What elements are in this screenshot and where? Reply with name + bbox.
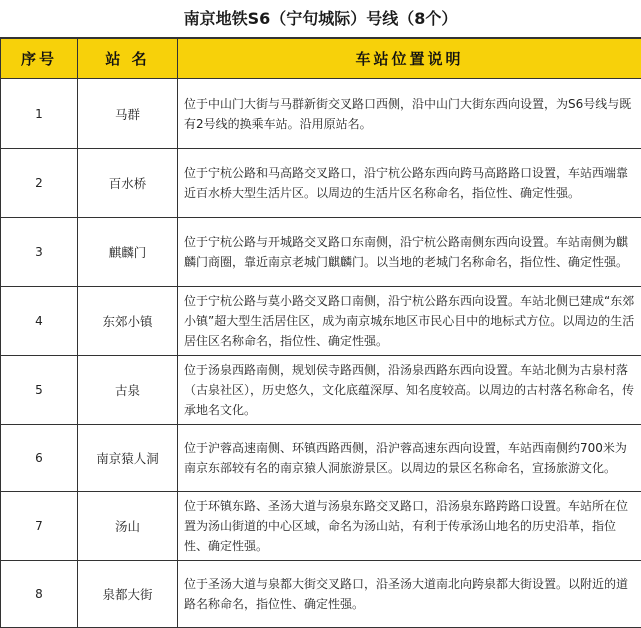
station-desc: 位于汤泉西路南侧，规划侯寺路西侧，沿汤泉西路东西向设置。车站北侧为古泉村落（古泉社区），历史悠久，文化底蕴深厚、知名度较高。以周边的古村落名称命名，传承地名文化。: [178, 356, 641, 425]
station-name: 古泉: [78, 356, 178, 425]
table-row: [1, 561, 641, 628]
station-name: 泉都大街: [78, 561, 178, 628]
row-index: 5: [1, 356, 78, 425]
station-desc: 位于环镇东路、圣汤大道与汤泉东路交叉路口，沿汤泉东路跨路口设置。车站所在位置为汤山街道的中心区域，命名为汤山站，有利于传承汤山地名的历史沿革，指位性、确定性强。: [178, 492, 641, 561]
station-desc: 位于沪蓉高速南侧、环镇西路西侧，沿沪蓉高速东西向设置，车站西南侧约700米为南京东部较有名的南京猿人洞旅游景区。以周边的景区名称命名，宣扬旅游文化。: [178, 425, 641, 492]
station-desc: 位于宁杭公路和马高路交叉路口，沿宁杭公路东西向跨马高路路口设置，车站西端靠近百水桥大型生活片区。以周边的生活片区名称命名，指位性、确定性强。: [178, 149, 641, 218]
station-name: 马群: [78, 79, 178, 149]
station-name: 汤山: [78, 492, 178, 561]
station-desc: 位于圣汤大道与泉都大街交叉路口，沿圣汤大道南北向跨泉都大街设置。以附近的道路名称命名，指位性、确定性强。: [178, 561, 641, 628]
station-name: 麒麟门: [78, 218, 178, 287]
table-row: [1, 149, 641, 218]
station-name: 东郊小镇: [78, 287, 178, 356]
station-desc: 位于宁杭公路与开城路交叉路口东南侧，沿宁杭公路南侧东西向设置。车站南侧为麒麟门商圈，靠近南京老城门麒麟门。以当地的老城门名称命名，指位性、确定性强。: [178, 218, 641, 287]
header-name: 站 名: [78, 39, 178, 79]
table-row: [1, 218, 641, 287]
table-header-row: [1, 39, 641, 79]
station-desc: 位于宁杭公路与莫小路交叉路口南侧，沿宁杭公路东西向设置。车站北侧已建成“东郊小镇”超大型生活居住区，成为南京城东地区市民心目中的地标式方位。以周边的生活居住区名称命名，指位性、确定性强。: [178, 287, 641, 356]
station-name: 百水桥: [78, 149, 178, 218]
row-index: 3: [1, 218, 78, 287]
row-index: 4: [1, 287, 78, 356]
page-title: 南京地铁S6（宁句城际）号线（8个）: [0, 0, 641, 38]
row-index: 1: [1, 79, 78, 149]
table-row: [1, 356, 641, 425]
station-desc: 位于中山门大街与马群新街交叉路口西侧，沿中山门大街东西向设置，为S6号线与既有2号线的换乘车站。沿用原站名。: [178, 79, 641, 149]
stations-table: [0, 38, 641, 628]
table-row: [1, 492, 641, 561]
header-desc: 车站位置说明: [178, 39, 641, 79]
row-index: 6: [1, 425, 78, 492]
station-name: 南京猿人洞: [78, 425, 178, 492]
table-row: [1, 287, 641, 356]
table-row: [1, 425, 641, 492]
header-index: 序号: [1, 39, 78, 79]
row-index: 8: [1, 561, 78, 628]
row-index: 2: [1, 149, 78, 218]
table-row: [1, 79, 641, 149]
row-index: 7: [1, 492, 78, 561]
